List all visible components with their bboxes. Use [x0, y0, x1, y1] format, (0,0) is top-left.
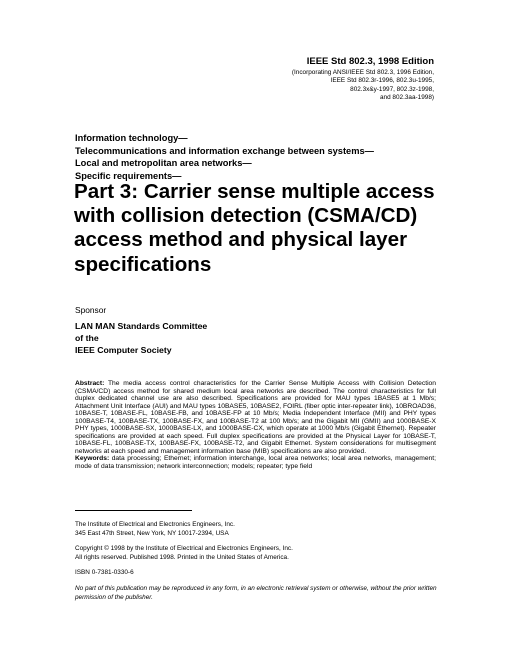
sponsor-label: Sponsor [75, 305, 107, 315]
footer-divider [75, 510, 192, 511]
standard-header [292, 56, 434, 103]
standard-designation: IEEE Std 802.3, 1998 Edition [306, 56, 434, 67]
publisher-footer [75, 521, 437, 609]
isbn: ISBN 0-7381-0330-6 [75, 569, 134, 577]
legal-notice: No part of this publication may be reproduced in any form, in an electronic retrieval system or otherwise, without the prior written permission of the publisher. [75, 584, 437, 601]
copyright-line: Copyright © 1998 by the Institute of Electrical and Electronics Engineers, Inc. [75, 545, 293, 553]
institute-info [75, 521, 437, 538]
sponsor-org-line: IEEE Computer Society [75, 345, 172, 356]
subtitle-line: Information technology— [75, 133, 188, 143]
title-line: specifications [74, 252, 212, 276]
subtitle-line: Specific requirements— [75, 170, 182, 181]
sponsor-organization [75, 320, 207, 357]
abstract-section [75, 380, 436, 470]
incorporating-line: and 802.3aa-1998) [379, 94, 434, 102]
sponsor-org-line: of the [75, 333, 99, 344]
subtitle-block [75, 132, 374, 182]
institute-address: 345 East 47th Street, New York, NY 10017-2394, USA [75, 529, 229, 537]
abstract-label: Abstract: [75, 380, 105, 387]
title-line: Part 3: Carrier sense multiple access [74, 180, 435, 203]
incorporating-line: IEEE Std 802.3r-1996, 802.3u-1995, [330, 77, 434, 85]
page-title [74, 180, 454, 277]
subtitle-line: Local and metropolitan area networks— [75, 158, 252, 169]
institute-name: The Institute of Electrical and Electronics Engineers, Inc. [75, 521, 235, 528]
incorporating-line: 802.3x&y-1997, 802.3z-1998, [350, 85, 434, 93]
abstract-text: The media access control characteristics for the Carrier Sense Multiple Access with Collision Detection (CSMA/CD) access method for shared medium local area networks are described. The control characteristics for full duplex dedicated channel use are also described. Specifications are provided for MAU types 1BASE5 at 1 Mb/s; Attachment Unit Interface (AUI) and MAU types 10BASE5, 10BASE2, FOIRL (fiber optic inter-repeater link), 10BROAD36, 10BASE-T, 10BASE-FL, 10BASE-FB, and 10BASE-FP at 10 Mb/s; Media Independent Interface (MII) and PHY types 100BASE-T4, 100BASE-TX, 100BASE-FX, and 100BASE-T2 at 100 Mb/s; and the Gigabit MII (GMII) and 1000BASE-X PHY types, 1000BASE-SX, 1000BASE-LX, and 1000BASE-CX, which operate at 1000 Mb/s (Gigabit Ethernet). Repeater specifications are provided at each speed. Full duplex specifications are provided at the Physical Layer for 10BASE-T, 10BASE-FL, 100BASE-TX, 100BASE-FX, 100BASE-T2, and Gigabit Ethernet. System considerations for multisegment networks at each speed and management information base (MIB) specifications are also provided. [75, 380, 436, 455]
rights-line: All rights reserved. Published 1998. Printed in the United States of America. [75, 553, 289, 561]
keywords-label: Keywords: [75, 455, 110, 462]
title-line: access method and physical layer [74, 228, 408, 252]
copyright-info [75, 545, 437, 562]
incorporating-line: (Incorporating ANSI/IEEE Std 802.3, 1996 Edition, [291, 69, 434, 76]
title-line: with collision detection (CSMA/CD) [74, 204, 418, 228]
sponsor-org-line: LAN MAN Standards Committee [75, 321, 208, 331]
subtitle-line: Telecommunications and information exchange between systems— [75, 145, 374, 156]
keywords-text: data processing; Ethernet; information interchange, local area networks; local area networks, management; mode of data transmission; network interconnection; models; repeater; type field [75, 455, 436, 470]
